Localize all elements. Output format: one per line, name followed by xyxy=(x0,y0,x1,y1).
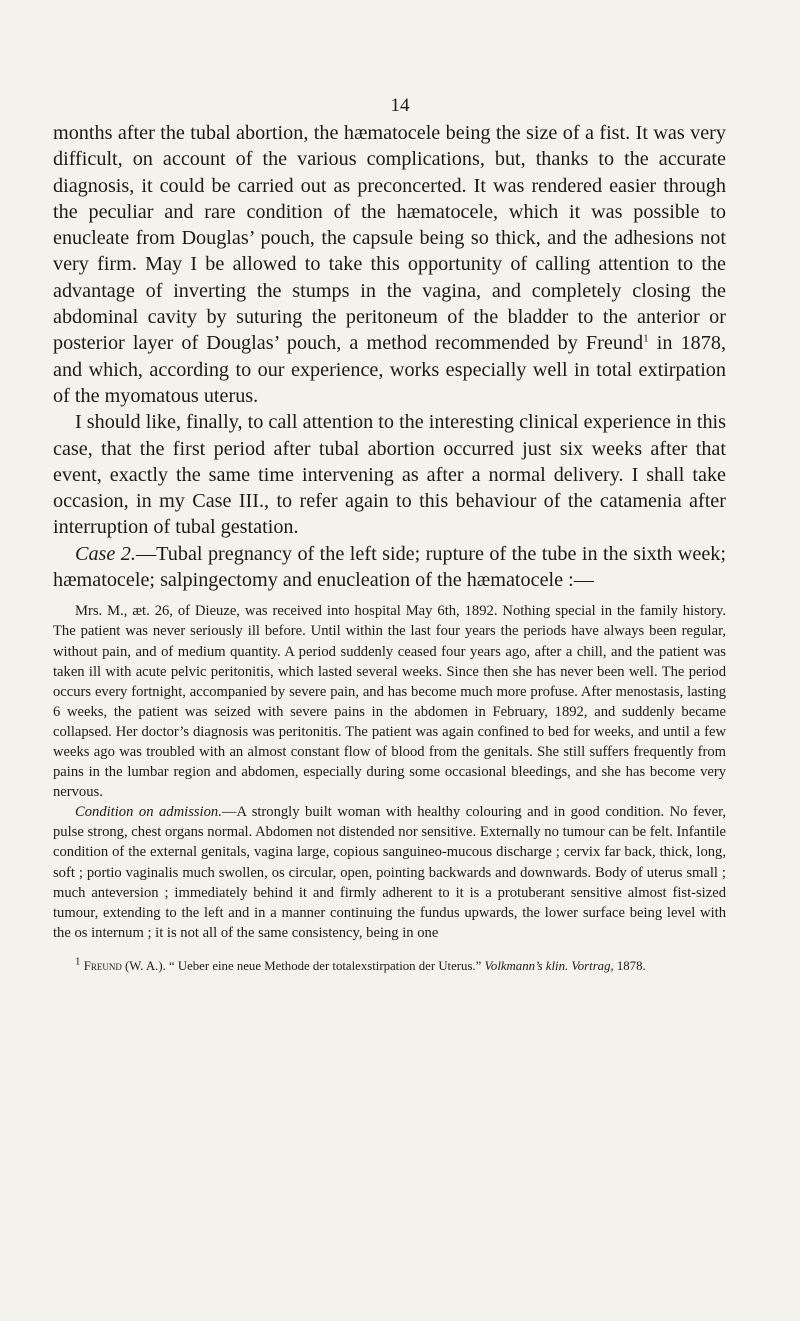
footnote-year: 1878. xyxy=(613,958,646,973)
condition-label: Condition on admission. xyxy=(75,804,222,821)
case-report xyxy=(53,601,726,943)
case-history: Mrs. M., æt. 26, of Dieuze, was received into hospital May 6th, 1892. Nothing special in the family history. The patient was never seriously ill before. Until within the last four years the periods have always been regular, without pain, and of medium quantity. A period suddenly ceased four years ago, after a chill, and the patient was taken ill with acute pelvic peritonitis, which lasted several weeks. Since then she has never been well. The period occurs every fortnight, accompanied by severe pain, and has become much more profuse. After menostasis, lasting 6 weeks, the patient was seized with severe pains in the abdomen in February, 1892, and suddenly became collapsed. Her doctor’s diagnosis was peritonitis. The patient was again confined to bed for weeks, and until a few weeks ago was troubled with an almost constant flow of blood from the genitals. She still suffers frequently from pains in the lumbar region and abdomen, especially during some occasional bleedings, and she has become very nervous. xyxy=(53,603,726,801)
case-heading xyxy=(53,541,726,594)
footnote-author: Freund xyxy=(83,958,122,973)
case-label: Case 2. xyxy=(75,542,136,565)
footnote-mark: 1 xyxy=(75,955,81,968)
case-heading-text: —Tubal pregnancy of the left side; rupture of the tube in the sixth week; hæmatocele; salpingectomy and enucleation of the hæmatocele :— xyxy=(53,542,726,592)
paragraph-2: I should like, finally, to call attention to the interesting clinical experience in this case, that the first period after tubal abortion occurred just six weeks after that event, exactly the same time intervening as after a normal delivery. I shall take occasion, in my Case III., to refer again to this behaviour of the catamenia after interruption of tubal gestation. xyxy=(53,411,726,539)
case-condition xyxy=(53,802,726,943)
footnote-reference[interactable]: 1 xyxy=(643,332,649,345)
footnote-source: Volkmann’s klin. Vortrag, xyxy=(481,958,614,973)
footnote-text: (W. A.). “ Ueber eine neue Methode der totalexstirpation der Uterus.” xyxy=(121,958,482,973)
paragraph-1-body: months after the tubal abortion, the hæmatocele being the size of a fist. It was very difficult, on account of the various complications, but, thanks to the accurate diagnosis, it could be carried out as preconcerted. It was rendered easier through the peculiar and rare condition of the hæmatocele, which it was possible to enucleate from Douglas’ pouch, the capsule being so thick, and the adhesions not very firm. May I be allowed to take this opportunity of calling attention to the advantage of inverting the stumps in the vagina, and completely closing the abdominal cavity by suturing the peritoneum of the bladder to the anterior or posterior layer of Douglas’ pouch, a method recommended by Freund xyxy=(53,122,726,355)
paragraph-1-tail: in 1878, and which, according to our experience, works especially well in total extirpation of the myomatous uterus. xyxy=(53,332,726,407)
condition-text: —A strongly built woman with healthy colouring and in good condition. No fever, pulse strong, chest organs normal. Abdomen not distended nor sensitive. Externally no tumour can be felt. Infantile condition of the external genitals, vagina large, copious sanguineo-mucous discharge ; cervix far back, thick, long, soft ; portio vaginalis much swollen, os circular, open, pointing backwards and downwards. Body of uterus small ; much anteversion ; immediately behind it and firmly adherent to it is a protuberant sensitive almost fist-sized tumour, extending to the left and in a manner continuing the fundus upwards, the lower surface being level with the os internum ; it is not all of the same consistency, being in one xyxy=(53,804,727,941)
paragraph-1 xyxy=(53,120,726,409)
footnote xyxy=(53,957,726,975)
page-number: 14 xyxy=(390,95,410,116)
main-text xyxy=(53,120,726,593)
